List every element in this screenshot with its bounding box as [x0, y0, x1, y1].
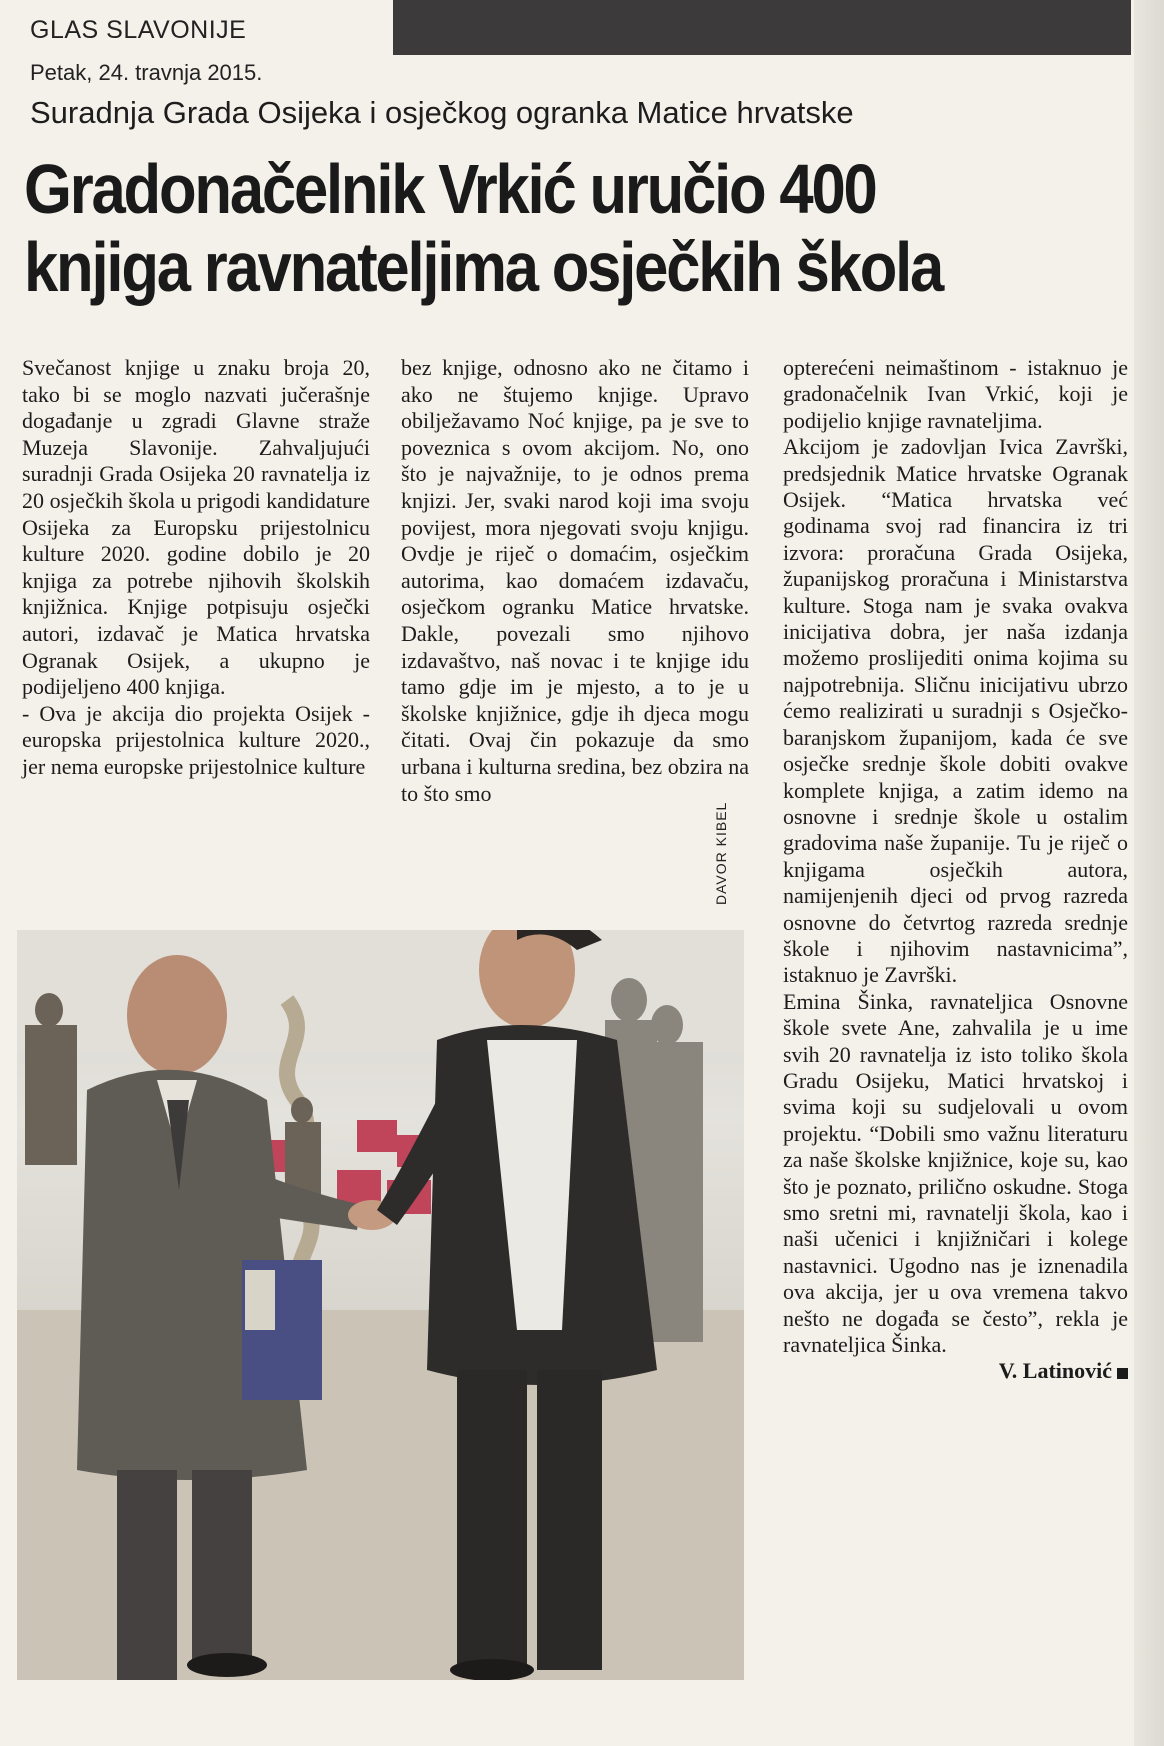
- article-column-3: [783, 355, 1128, 1385]
- paragraph: bez knjige, odnosno ako ne čitamo i ako ne štujemo knjige. Upravo obilježavamo Noć knjige, pa je sve to poveznica s ovom akcijom. No, ono što je najvažnije, to je odnos prema knjizi. Jer, svaki narod koji ima svoju povijest, mora njegovati svoju knjigu. Ovdje je riječ o domaćim, osječkim autorima, kao domaćem izdavaču, osječkom ogranku Matice hrvatske. Dakle, povezali smo njihovo izdavaštvo, naš novac i te knjige idu tamo gdje im je mjesto, a to je u školske knjižnice, gdje ih djeca mogu čitati. Ovaj čin pokazuje da smo urbana i kulturna sredina, bez obzira na to što smo: [401, 355, 749, 806]
- paragraph: Svečanost knjige u znaku broja 20, tako bi se moglo nazvati jučerašnje događanje u zgradi Glavne straže Muzeja Slavonije. Zahvaljujući suradnji Grada Osijeka 20 ravnatelja iz 20 osječkih škola u prigodi kandidature Osijeka za Europsku prijestolnicu kulture 2020. godine dobilo je 20 knjiga za potrebe njihovih školskih knjižnica. Knjige potpisuju osječki autori, izdavač je Matica hrvatska Ogranak Osijek, a ukupno je podijeljeno 400 knjiga.: [22, 355, 370, 700]
- page-edge: [1134, 0, 1164, 1746]
- header-dark-bar: [393, 0, 1131, 55]
- article-column-1: [22, 355, 370, 781]
- paragraph: - Ova je akcija dio projekta Osijek - europska prijestolnica kulture 2020., jer nema europske prijestolnice kulture: [22, 700, 370, 779]
- article-column-2: [401, 355, 749, 807]
- handshake-photo-illustration: [17, 930, 744, 1680]
- publication-date: Petak, 24. travnja 2015.: [30, 60, 263, 85]
- newspaper-name: GLAS SLAVONIJE: [30, 16, 247, 44]
- article-headline: [24, 150, 1001, 306]
- photo-credit: DAVOR KIBEL: [713, 801, 729, 905]
- article-overline: Suradnja Grada Osijeka i osječkog ogranka Matice hrvatske: [30, 95, 854, 130]
- paragraph: opterećeni neimaštinom - istaknuo je gradonačelnik Ivan Vrkić, koji je podijelio knjige ravnateljima.: [783, 355, 1128, 433]
- end-mark-icon: [1117, 1368, 1128, 1379]
- paragraph: Emina Šinka, ravnateljica Osnovne škole svete Ane, zahvalila je u ime svih 20 ravnatelja iz isto toliko škola Gradu Osijeku, Matici hrvatskoj i svima koji su sudjelovali u ovom projektu. “Dobili smo važnu literaturu za naše školske knjižnice, koje su, kao što je poznato, prilično oskudne. Stoga smo sretni mi, ravnatelji škola, kao i naši učenici i knjižničari i kolege nastavnici. Ugodno nas je iznenadila ova akcija, jer u ova vremena takvo nešto ne događa se često”, rekla je ravnateljica Šinka.: [783, 988, 1128, 1358]
- headline-line-1: Gradonačelnik Vrkić uručio 400: [24, 150, 876, 228]
- article-byline: [783, 1358, 1128, 1384]
- paragraph: Akcijom je zadovljan Ivica Završki, predsjednik Matice hrvatske Ogranak Osijek. “Matica hrvatska već godinama svoj rad financira iz tri izvora: proračuna Grada Osijeka, županijskog proračuna i Ministarstva kulture. Stoga nam je svaka ovakva inicijativa dobra, jer naša izdanja možemo proslijediti onima kojima su najpotrebnija. Sličnu inicijativu ubrzo ćemo realizirati u suradnji s Osječko-baranjskom županijom, kada će sve osječke srednje škole dobiti ovakve komplete knjiga, a zatim idemo na osnovne i srednje škole u ostalim gradovima naše županije. Tu je riječ o knjigama osječkih autora, namijenjenih djeci od prvog razreda osnovne do četvrtog razreda srednje škole i njihovim nastavnicima”, istaknuo je Završki.: [783, 434, 1128, 988]
- byline-author: V. Latinović: [998, 1358, 1112, 1384]
- headline-line-2: knjiga ravnateljima osječkih škola: [24, 228, 943, 306]
- article-photo: [17, 930, 744, 1680]
